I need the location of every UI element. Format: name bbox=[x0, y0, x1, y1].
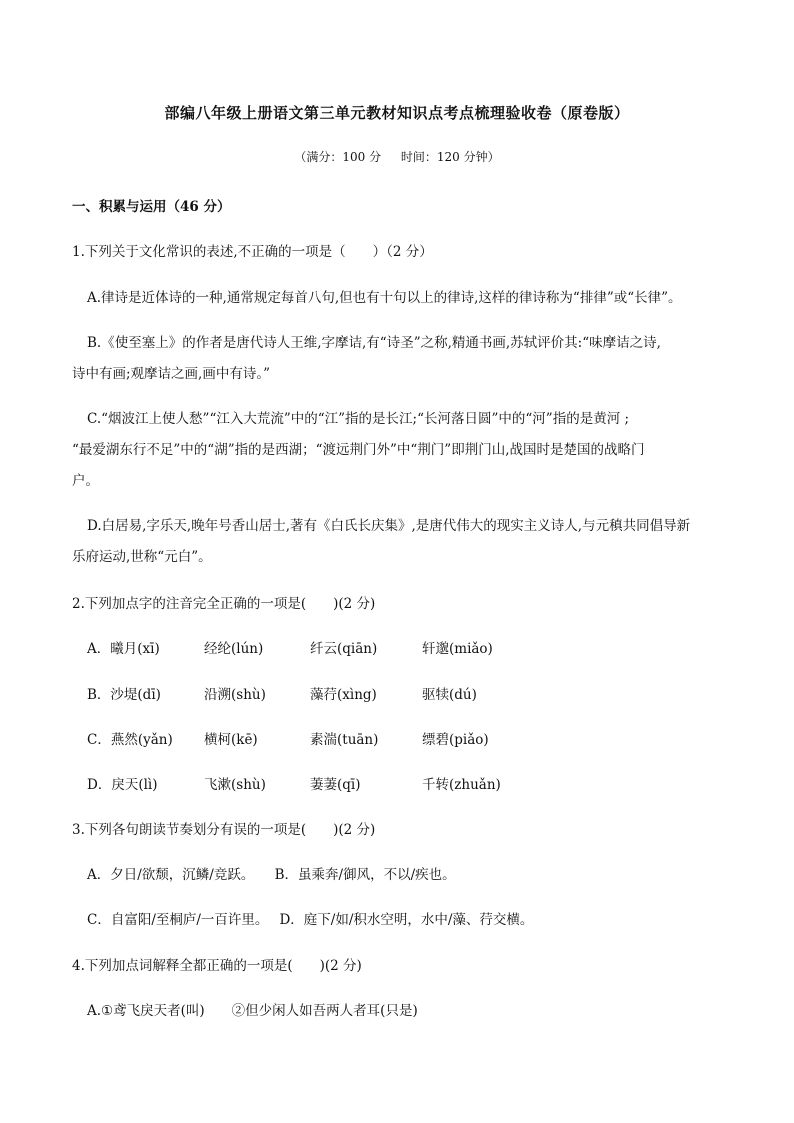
q3-options-cd: C．自富阳/至桐庐/一百许里。 D．庭下/如/积水空明，水中/藻、荇交横。 bbox=[87, 912, 534, 928]
page-title: 部编八年级上册语文第三单元教材知识点考点梳理验收卷（原卷版） bbox=[164, 104, 630, 122]
q1-option-d-cont: 乐府运动,世称“元白”。 bbox=[72, 549, 212, 565]
q2-choice: 横柯(kē) bbox=[204, 732, 258, 748]
q2-choice: C．燕然(yǎn) bbox=[87, 732, 173, 748]
q1-option-c: C.“烟波江上使人愁”“江入大荒流”中的“江”指的是长江;“长河落日圆”中的“河”指的是黄河 ; bbox=[87, 411, 630, 427]
full-score-label: （满分：100 分 bbox=[294, 150, 382, 164]
section-heading: 一、积累与运用（46 分） bbox=[72, 199, 231, 215]
q1-option-c-cont: “最爱湖东行不足”中的“湖”指的是西湖；“渡远荆门外”中“荆门”即荆门山,战国时是楚国的战略门 bbox=[72, 442, 645, 458]
q4-stem: 4.下列加点词解释全都正确的一项是( )(2 分) bbox=[72, 958, 362, 974]
q1-option-d: D.白居易,字乐天,晚年号香山居士,著有《白氏长庆集》,是唐代伟大的现实主义诗人,与元稹共同倡导新 bbox=[87, 518, 691, 534]
q2-choice: 缥碧(piǎo) bbox=[422, 732, 489, 748]
q2-choice: 飞漱(shù) bbox=[204, 777, 266, 793]
q3-options-ab: A．夕日/欲颓，沉鳞/竞跃。 B．虽乘奔/御风，不以/疾也。 bbox=[87, 867, 456, 883]
q2-stem: 2.下列加点字的注音完全正确的一项是( )(2 分) bbox=[72, 596, 376, 612]
q1-option-b-cont: 诗中有画;观摩诘之画,画中有诗。” bbox=[72, 366, 270, 382]
time-limit-label: 时间：120 分钟） bbox=[400, 150, 500, 164]
q3-stem: 3.下列各句朗读节奏划分有误的一项是( )(2 分) bbox=[72, 822, 376, 838]
q1-option-b: B.《使至塞上》的作者是唐代诗人王维,字摩诘,有“诗圣”之称,精通书画,苏轼评价其:“味摩诘之诗, bbox=[87, 335, 661, 351]
q2-choice: 纤云(qiān) bbox=[310, 641, 378, 657]
q2-choice: 藻荇(xìng) bbox=[310, 687, 377, 703]
q2-choice: 沿溯(shù) bbox=[204, 687, 266, 703]
q4-option-a: A.①鸢飞戾天者(叫) ②但少闲人如吾两人者耳(只是) bbox=[87, 1003, 418, 1019]
q1-option-c-cont2: 户。 bbox=[72, 473, 99, 489]
exam-info bbox=[0, 148, 794, 165]
q1-option-a: A.律诗是近体诗的一种,通常规定每首八句,但也有十句以上的律诗,这样的律诗称为“排律”或“长律”。 bbox=[87, 290, 682, 306]
q2-choice: 千转(zhuǎn) bbox=[422, 777, 501, 793]
q2-choice: 萋萋(qī) bbox=[310, 777, 361, 793]
q1-stem: 1.下列关于文化常识的表述,不正确的一项是（ ）（2 分） bbox=[72, 244, 433, 260]
q2-choice: 素湍(tuān) bbox=[310, 732, 379, 748]
q2-choice: D．戾天(lì) bbox=[87, 777, 158, 793]
q2-choice: B．沙堤(dī) bbox=[87, 687, 161, 703]
q2-choice: 经纶(lún) bbox=[204, 641, 264, 657]
q2-choice: 驱犊(dú) bbox=[422, 687, 477, 703]
q2-choice: A．曦月(xī) bbox=[87, 641, 160, 657]
q2-choice: 轩邈(miǎo) bbox=[422, 641, 493, 657]
